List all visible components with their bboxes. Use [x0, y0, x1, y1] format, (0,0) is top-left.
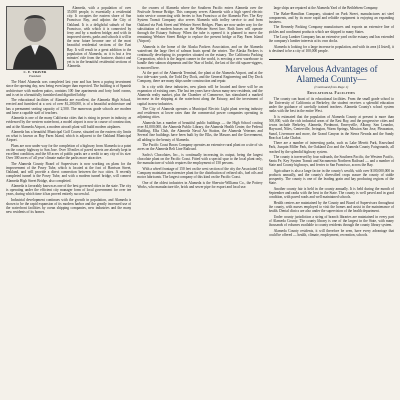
paragraph: Alameda is the home of the Alaska Packers Association, and on the Alameda waterfront the large fleet of salmon boats spend the winter. The Alaska Packers is continually developing its properties situated on the estuary. The California Packing Corporation, which is the largest canner in the world, is erecting a new warehouse to handle their salmon shipments and the 'Star of India', the last of the old square-riggers, is moored here.: [137, 44, 263, 70]
article-headline: Marvelous Advantages of Alameda County—: [285, 64, 378, 85]
paragraph: The Baker-Hamilton Company, situated on Park Street, manufactures art steel components, and by its more rapid and reliable equipment is enjoying an expanding business.: [268, 11, 394, 24]
paragraph: Agriculture is also a large factor in the county's wealth, with over $100,000,000 in products annually, and the county's diversified crops assure the county of stable prosperity. The county is one of the leading grain and hay producing regions of the State.: [268, 169, 394, 186]
paragraph: Alameda is favorably known as one of the best governed cities in the state. The city is operating under the efficient city manager form of local government for over ten years, during which time it has proved entirely successful.: [6, 184, 132, 197]
paragraph: There are a number of interesting parks, such as Lake Merritt Park, Knowland Park, Joaquin Miller Park, the Oakland Zoo and the Alameda County Fairgrounds, all reached by the splendid highway system.: [268, 141, 394, 154]
article-divider: [269, 59, 394, 60]
paragraph: Under county jurisdiction a string of branch libraries are maintained in every part of Alameda County. The county library is one of the largest in the State, with many thousands of volumes available to county residents through the county library system.: [268, 214, 394, 228]
paragraph: Alameda has a number of beautiful public buildings — the High School costing over $1,000,000, the Alameda Public Library, the Alameda Health Center, the Federal Building, Elks Club, the Alameda Naval Air Station, the Alameda Veterans and Several fine buildings have been built by the Elks, the Masons and the Government, all adding to the beauty of Alameda.: [137, 121, 263, 142]
paragraph: the owners of Alameda where the Southern Pacific enters Alameda over the Fruitvale Avenue Bridge. This company serves Alameda with a high speed electric train service connecting with ferries to San Francisco at the Alameda Pier. The Key System Transit Company also serves Alameda with trolley service to and from Oakland via Park Street and Webster Street Bridges. Plans are now under way for the substitution of modern busses on the Webster Street line. Both lines will operate through the Estuary Subway. When the tube is opened it is planned to move the remaining Webster Street Bridge to replace the present bridge at Bay Farm Island (Airport).: [137, 6, 263, 44]
continued-note: (Continued from Page 1): [314, 85, 349, 90]
paragraph: With a wheel frontage of 150 feet on the west section of the city the Associated Oil Company maintains an extensive plant for the distribution of refined oils, fuel oils and motor lubricants. The largest company of this kind on the Pacific Coast.: [137, 166, 263, 180]
column-3: [269, 6, 394, 400]
paragraph: The Alameda County Board of Supervisors is now working on plans for the improvement of the Posey Tube, which is located at the foot of Harrison Street, Oakland, and will provide a direct connection between the two cities. A recently completed tunnel is the Posey Tube, and with a modern tunnel bridge, will connect Alameda High Street Bridge, also completed.: [6, 161, 132, 183]
paragraph: Sachs's Chocolates, Inc., is continually increasing its output, being the largest chocolate plant on the Pacific Coast. Fitted with a special spur to the local plant only, the manufacture of which requires the employment of 150 persons.: [137, 152, 263, 166]
paragraph: The Hotel Alameda was completed last year and has been a paying investment since the opening day, now being even larger than expected. The building is of Spanish architecture with modern patios, contains 100 fine apartments and forty hotel rooms, and is set in a beautifully furnished and dignified lobby.: [6, 80, 132, 97]
paragraph: Alameda is looking for a large increase in population, and with its area (4 listed), it is destined to be a city of 100,000 people.: [268, 44, 394, 53]
paragraph: Plans are now under way for the completion of a highway from Alameda to a point on the county highway to San Jose. Over 30 miles of paved streets are already kept in excellent condition, and the 60 acres of public parks are a credit to any city of its size. Over 300 acres of 'all year' climate make the parks more attractive.: [6, 143, 132, 161]
paragraph: At the port of the Alameda Terminal, the plant at the Alameda Airport, and at the two tide-water yards, the Todd Dry Dock, and the General Engineering and Dry Dock Company, there are many ships under construction and repair.: [137, 71, 263, 84]
caption-title: President: [29, 73, 41, 78]
column-2: [137, 6, 262, 400]
portrait-photo: [6, 6, 64, 70]
paragraph: In a city with these industries, new plants will be located and there will be an expansion of existing ones. The last ten years have shown many new residents, and the Alameda realty market, plus the Chamber of Commerce, has stimulated a marked increase in the shipping at the waterfront along the Estuary, and the investment of capital in new industries.: [137, 84, 263, 106]
portrait-figure: [6, 6, 64, 78]
caption-name: C. E. TRAVER: [23, 70, 47, 74]
column-1: [6, 6, 131, 400]
paragraph: Alameda is one of the many California cities that is rising in power in industry, as evidenced by the western waterfront, a model airport is now in course of construction, and at the Alameda Airport, a modern aircraft plant will build modern airplanes.: [6, 116, 132, 129]
paragraph: Alameda County residents, it will therefore be seen, have every advantage that could be offered — health, climate, employment, recreation, schools.: [268, 228, 394, 237]
paragraph: The Kennedy Packing Company manufactures and exports an extensive line of pickles and condiment products which are shipped to many States.: [268, 25, 394, 34]
intro-paragraph: Alameda, with a population of over 35,000 people, is essentially a residential city. It occupies the eastern shore of San Francisco Bay, and adjoins the City of Oakland. It is a delightful suburb of San Francisco, with which it is connected by ferry and by a modern bridge; and with its improved streets, parks and schools it will in the near future become one of the most beautiful residential sections of the East Bay. It will result in a great addition to the population of Alameda, as it is but a few minutes' ride from the business district and yet is in the beautiful residential sections of Alameda.: [67, 6, 132, 69]
paragraph: The educational facilities of Alameda are excellent, the Alameda High School, erected and furnished at a cost of over $1,200,000, is of a beautiful architecture and has a permanent seating capacity of 2,500. The numerous grade schools are modern and have a capable staff of teachers.: [6, 98, 132, 115]
paragraph: large ships are repaired at the Alameda Yard of the Bethlehem Company.: [273, 6, 379, 10]
paragraph: Health centers are maintained by the County and Board of Supervisors throughout the county, with nurses employed to visit the homes and assist in the maintenance of health. Dental clinics are also under the supervision of the health department.: [268, 200, 394, 214]
portrait-image: [7, 7, 63, 69]
paragraph: The Pacific Coast Borax Company operates an extensive rural plant on a site of six acres on the Alameda Belt Line Railroad.: [137, 143, 263, 152]
intro-text: [67, 6, 131, 78]
paragraph: The county is traversed by four railroads, the Southern Pacific, the Western Pacific, Santa Fe, Key System Transit and Sacramento Northern Railroad — and a number of State and County highways, and ferries to San Francisco, across the Bay.: [268, 155, 394, 168]
columns: [6, 6, 394, 400]
paragraph: Industrial development continues with the growth in population, and Alameda is shown to be the rapid expansion of its modern harbor and the greatly increased use of the waterfront facilities by ocean shipping companies, new industries and the many new residents of its homes.: [6, 197, 132, 215]
paragraph: The Loop Lumber Company has an extensive yard on the estuary and has extended the company's lumber interests at its own docks.: [268, 35, 394, 44]
section-heading: Educational Facilities: [307, 91, 356, 96]
paragraph: Alameda has a beautiful Municipal Golf Course, situated on the eastern city limits on what is known as Bay Farm Island, which is adjacent to the Oakland Municipal Airport.: [6, 130, 132, 143]
photo-block: [6, 6, 131, 78]
photo-caption: [6, 71, 64, 78]
paragraph: Another county fair is held in the county annually. It is held during the month of September and ranks with the best in the State. The county is well paved and in good condition, with paved roads and well maintained schools.: [268, 187, 394, 200]
paragraph: The City of Alameda operates a Municipal Electric Light plant serving industry and residences at lower rates than the commercial power companies operating in adjoining cities.: [137, 107, 263, 120]
paragraph: It is estimated that the population of Alameda County at present is more than 500,000, with the rich industrial areas of the East Bay, and the progressive cities and towns include Berkeley, Alameda, Piedmont, Emeryville, Albany, San Leandro, Hayward, Niles, Centerville, Irvington, Warm Springs, Mission San Jose, Pleasanton, Sunol, Livermore and more, the Grand Canyon in the Sierra Nevada and the Sandy Beach at Lake Chabot.: [268, 114, 394, 140]
paragraph: One of the oldest industries in Alameda is the Sherwin-Williams Co., the Pottery Works, who manufacture tile, brick and sewer pipe for export and local use.: [137, 180, 263, 189]
paragraph: The county can boast of its educational facilities. From the small grade school to the University of California at Berkeley, the student receives a splendid education under the guidance of carefully trained teachers. Alameda County's school system ranks with the best in the entire West.: [268, 96, 394, 114]
